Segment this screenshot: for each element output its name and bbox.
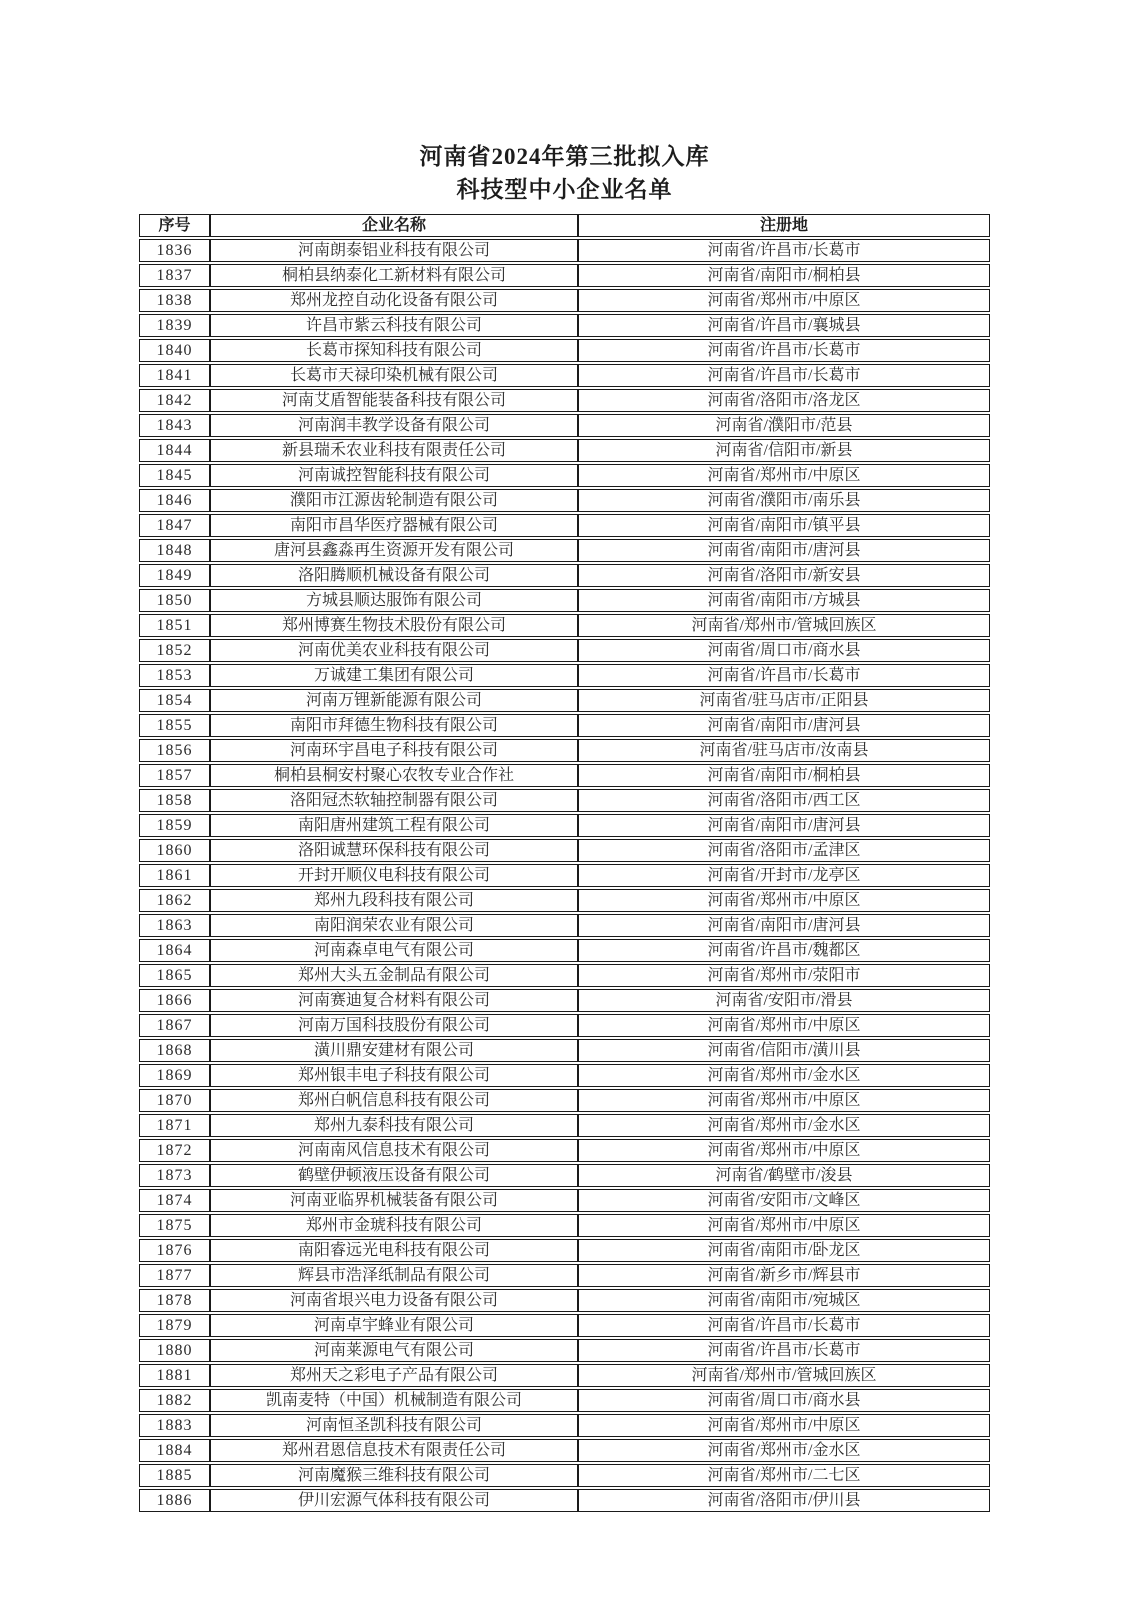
row-index-cell: 1851 [139, 614, 210, 637]
company-name-cell: 河南亚临界机械装备有限公司 [210, 1189, 578, 1212]
company-name-cell: 伊川宏源气体科技有限公司 [210, 1489, 578, 1512]
row-index-cell: 1847 [139, 514, 210, 537]
registration-place-cell: 河南省/郑州市/荥阳市 [578, 964, 990, 987]
row-index-cell: 1877 [139, 1264, 210, 1287]
company-name-cell: 河南诚控智能科技有限公司 [210, 464, 578, 487]
registration-place-cell: 河南省/南阳市/唐河县 [578, 814, 990, 837]
company-name-cell: 鹤壁伊顿液压设备有限公司 [210, 1164, 578, 1187]
row-index-cell: 1874 [139, 1189, 210, 1212]
table-row [139, 1364, 990, 1387]
registration-place-cell: 河南省/郑州市/中原区 [578, 1414, 990, 1437]
company-name-cell: 南阳润荣农业有限公司 [210, 914, 578, 937]
row-index-cell: 1861 [139, 864, 210, 887]
company-name-cell: 潢川鼎安建材有限公司 [210, 1039, 578, 1062]
table-row [139, 414, 990, 437]
company-name-cell: 开封开顺仪电科技有限公司 [210, 864, 578, 887]
row-index-cell: 1840 [139, 339, 210, 362]
table-header-row [139, 214, 990, 237]
table-row [139, 839, 990, 862]
title-line-1: 河南省2024年第三批拟入库 [419, 144, 710, 169]
registration-place-cell: 河南省/许昌市/长葛市 [578, 239, 990, 262]
registration-place-cell: 河南省/许昌市/长葛市 [578, 664, 990, 687]
page-title [139, 140, 990, 206]
company-name-cell: 濮阳市江源齿轮制造有限公司 [210, 489, 578, 512]
registration-place-cell: 河南省/南阳市/桐柏县 [578, 264, 990, 287]
row-index-cell: 1865 [139, 964, 210, 987]
registration-place-cell: 河南省/安阳市/滑县 [578, 989, 990, 1012]
table-row [139, 514, 990, 537]
company-name-cell: 长葛市探知科技有限公司 [210, 339, 578, 362]
table-row [139, 889, 990, 912]
company-name-cell: 洛阳诚慧环保科技有限公司 [210, 839, 578, 862]
table-row [139, 339, 990, 362]
registration-place-cell: 河南省/许昌市/长葛市 [578, 364, 990, 387]
company-name-cell: 凯南麦特（中国）机械制造有限公司 [210, 1389, 578, 1412]
company-name-cell: 郑州君恩信息技术有限责任公司 [210, 1439, 578, 1462]
table-row [139, 1239, 990, 1262]
row-index-cell: 1838 [139, 289, 210, 312]
company-name-cell: 许昌市紫云科技有限公司 [210, 314, 578, 337]
row-index-cell: 1857 [139, 764, 210, 787]
registration-place-cell: 河南省/南阳市/唐河县 [578, 914, 990, 937]
table-row [139, 614, 990, 637]
row-index-cell: 1864 [139, 939, 210, 962]
table-row [139, 264, 990, 287]
company-name-cell: 河南南风信息技术有限公司 [210, 1139, 578, 1162]
table-row [139, 639, 990, 662]
table-row [139, 1139, 990, 1162]
table-row [139, 1014, 990, 1037]
registration-place-cell: 河南省/驻马店市/正阳县 [578, 689, 990, 712]
row-index-cell: 1873 [139, 1164, 210, 1187]
company-name-cell: 河南森卓电气有限公司 [210, 939, 578, 962]
registration-place-cell: 河南省/许昌市/魏都区 [578, 939, 990, 962]
registration-place-cell: 河南省/南阳市/卧龙区 [578, 1239, 990, 1262]
company-name-cell: 南阳市拜德生物科技有限公司 [210, 714, 578, 737]
table-row [139, 1414, 990, 1437]
row-index-cell: 1837 [139, 264, 210, 287]
table-row [139, 1289, 990, 1312]
table-row [139, 764, 990, 787]
table-row [139, 1189, 990, 1212]
row-index-cell: 1854 [139, 689, 210, 712]
registration-place-cell: 河南省/南阳市/宛城区 [578, 1289, 990, 1312]
table-row [139, 1314, 990, 1337]
registration-place-cell: 河南省/濮阳市/南乐县 [578, 489, 990, 512]
company-name-cell: 河南万国科技股份有限公司 [210, 1014, 578, 1037]
company-name-cell: 郑州市金琥科技有限公司 [210, 1214, 578, 1237]
registration-place-cell: 河南省/郑州市/二七区 [578, 1464, 990, 1487]
table-row [139, 1039, 990, 1062]
row-index-cell: 1875 [139, 1214, 210, 1237]
row-index-cell: 1868 [139, 1039, 210, 1062]
table-row [139, 1389, 990, 1412]
row-index-cell: 1843 [139, 414, 210, 437]
table-row [139, 739, 990, 762]
row-index-cell: 1871 [139, 1114, 210, 1137]
table-row [139, 389, 990, 412]
table-row [139, 439, 990, 462]
company-name-cell: 洛阳腾顺机械设备有限公司 [210, 564, 578, 587]
company-name-cell: 新县瑞禾农业科技有限责任公司 [210, 439, 578, 462]
table-row [139, 989, 990, 1012]
registration-place-cell: 河南省/濮阳市/范县 [578, 414, 990, 437]
table-row [139, 564, 990, 587]
row-index-cell: 1853 [139, 664, 210, 687]
row-index-cell: 1858 [139, 789, 210, 812]
registration-place-cell: 河南省/新乡市/辉县市 [578, 1264, 990, 1287]
row-index-cell: 1867 [139, 1014, 210, 1037]
table-row [139, 239, 990, 262]
row-index-cell: 1846 [139, 489, 210, 512]
table-row [139, 939, 990, 962]
row-index-cell: 1886 [139, 1489, 210, 1512]
company-name-cell: 万诚建工集团有限公司 [210, 664, 578, 687]
column-header-company-name: 企业名称 [210, 214, 578, 237]
row-index-cell: 1845 [139, 464, 210, 487]
company-name-cell: 河南魔猴三维科技有限公司 [210, 1464, 578, 1487]
company-name-cell: 辉县市浩泽纸制品有限公司 [210, 1264, 578, 1287]
company-name-cell: 河南优美农业科技有限公司 [210, 639, 578, 662]
row-index-cell: 1842 [139, 389, 210, 412]
table-row [139, 914, 990, 937]
company-name-cell: 河南赛迪复合材料有限公司 [210, 989, 578, 1012]
table-row [139, 314, 990, 337]
table-row [139, 1339, 990, 1362]
row-index-cell: 1862 [139, 889, 210, 912]
company-name-cell: 郑州大头五金制品有限公司 [210, 964, 578, 987]
table-row [139, 1064, 990, 1087]
registration-place-cell: 河南省/周口市/商水县 [578, 639, 990, 662]
row-index-cell: 1872 [139, 1139, 210, 1162]
table-body [139, 239, 990, 1512]
company-name-cell: 桐柏县桐安村聚心农牧专业合作社 [210, 764, 578, 787]
registration-place-cell: 河南省/南阳市/唐河县 [578, 714, 990, 737]
registration-place-cell: 河南省/许昌市/长葛市 [578, 339, 990, 362]
table-row [139, 789, 990, 812]
row-index-cell: 1863 [139, 914, 210, 937]
row-index-cell: 1855 [139, 714, 210, 737]
row-index-cell: 1882 [139, 1389, 210, 1412]
registration-place-cell: 河南省/郑州市/金水区 [578, 1064, 990, 1087]
row-index-cell: 1884 [139, 1439, 210, 1462]
company-name-cell: 洛阳冠杰软轴控制器有限公司 [210, 789, 578, 812]
registration-place-cell: 河南省/郑州市/中原区 [578, 464, 990, 487]
row-index-cell: 1881 [139, 1364, 210, 1387]
registration-place-cell: 河南省/驻马店市/汝南县 [578, 739, 990, 762]
row-index-cell: 1866 [139, 989, 210, 1012]
table-row [139, 1264, 990, 1287]
registration-place-cell: 河南省/南阳市/唐河县 [578, 539, 990, 562]
table-row [139, 689, 990, 712]
registration-place-cell: 河南省/郑州市/中原区 [578, 289, 990, 312]
company-name-cell: 郑州九段科技有限公司 [210, 889, 578, 912]
table-row [139, 1214, 990, 1237]
company-name-cell: 河南艾盾智能装备科技有限公司 [210, 389, 578, 412]
row-index-cell: 1841 [139, 364, 210, 387]
document-content [139, 140, 990, 1514]
row-index-cell: 1878 [139, 1289, 210, 1312]
company-name-cell: 河南卓宇蜂业有限公司 [210, 1314, 578, 1337]
table-row [139, 964, 990, 987]
table-row [139, 1439, 990, 1462]
table-row [139, 1464, 990, 1487]
row-index-cell: 1852 [139, 639, 210, 662]
registration-place-cell: 河南省/郑州市/中原区 [578, 1089, 990, 1112]
table-row [139, 1089, 990, 1112]
row-index-cell: 1880 [139, 1339, 210, 1362]
table-row [139, 714, 990, 737]
row-index-cell: 1850 [139, 589, 210, 612]
row-index-cell: 1870 [139, 1089, 210, 1112]
registration-place-cell: 河南省/郑州市/中原区 [578, 1014, 990, 1037]
table-row [139, 539, 990, 562]
table-row [139, 464, 990, 487]
table-row [139, 1114, 990, 1137]
table-row [139, 289, 990, 312]
registration-place-cell: 河南省/洛阳市/孟津区 [578, 839, 990, 862]
company-name-cell: 南阳市昌华医疗器械有限公司 [210, 514, 578, 537]
table-row [139, 864, 990, 887]
registration-place-cell: 河南省/郑州市/金水区 [578, 1114, 990, 1137]
table-row [139, 1164, 990, 1187]
company-name-cell: 河南万锂新能源有限公司 [210, 689, 578, 712]
registration-place-cell: 河南省/南阳市/方城县 [578, 589, 990, 612]
row-index-cell: 1856 [139, 739, 210, 762]
company-name-cell: 郑州龙控自动化设备有限公司 [210, 289, 578, 312]
table-row [139, 814, 990, 837]
table-row [139, 589, 990, 612]
company-name-cell: 郑州天之彩电子产品有限公司 [210, 1364, 578, 1387]
registration-place-cell: 河南省/信阳市/新县 [578, 439, 990, 462]
registration-place-cell: 河南省/许昌市/襄城县 [578, 314, 990, 337]
row-index-cell: 1836 [139, 239, 210, 262]
row-index-cell: 1848 [139, 539, 210, 562]
company-name-cell: 河南朗泰铝业科技有限公司 [210, 239, 578, 262]
registration-place-cell: 河南省/洛阳市/新安县 [578, 564, 990, 587]
company-name-cell: 长葛市天禄印染机械有限公司 [210, 364, 578, 387]
row-index-cell: 1885 [139, 1464, 210, 1487]
registration-place-cell: 河南省/开封市/龙亭区 [578, 864, 990, 887]
company-name-cell: 南阳唐州建筑工程有限公司 [210, 814, 578, 837]
company-name-cell: 河南省垠兴电力设备有限公司 [210, 1289, 578, 1312]
registration-place-cell: 河南省/郑州市/中原区 [578, 889, 990, 912]
registration-place-cell: 河南省/南阳市/镇平县 [578, 514, 990, 537]
row-index-cell: 1876 [139, 1239, 210, 1262]
company-name-cell: 郑州九泰科技有限公司 [210, 1114, 578, 1137]
company-list-table [139, 212, 990, 1514]
company-name-cell: 南阳睿远光电科技有限公司 [210, 1239, 578, 1262]
table-row [139, 364, 990, 387]
registration-place-cell: 河南省/郑州市/管城回族区 [578, 1364, 990, 1387]
registration-place-cell: 河南省/许昌市/长葛市 [578, 1314, 990, 1337]
company-name-cell: 河南恒圣凯科技有限公司 [210, 1414, 578, 1437]
company-name-cell: 河南环宇昌电子科技有限公司 [210, 739, 578, 762]
row-index-cell: 1859 [139, 814, 210, 837]
column-header-index: 序号 [139, 214, 210, 237]
company-name-cell: 郑州白帆信息科技有限公司 [210, 1089, 578, 1112]
registration-place-cell: 河南省/洛阳市/西工区 [578, 789, 990, 812]
registration-place-cell: 河南省/洛阳市/伊川县 [578, 1489, 990, 1512]
row-index-cell: 1860 [139, 839, 210, 862]
company-name-cell: 郑州博赛生物技术股份有限公司 [210, 614, 578, 637]
row-index-cell: 1844 [139, 439, 210, 462]
company-name-cell: 唐河县鑫淼再生资源开发有限公司 [210, 539, 578, 562]
row-index-cell: 1879 [139, 1314, 210, 1337]
company-name-cell: 郑州银丰电子科技有限公司 [210, 1064, 578, 1087]
registration-place-cell: 河南省/周口市/商水县 [578, 1389, 990, 1412]
registration-place-cell: 河南省/南阳市/桐柏县 [578, 764, 990, 787]
column-header-registration-place: 注册地 [578, 214, 990, 237]
registration-place-cell: 河南省/信阳市/潢川县 [578, 1039, 990, 1062]
company-name-cell: 河南莱源电气有限公司 [210, 1339, 578, 1362]
table-row [139, 664, 990, 687]
company-name-cell: 方城县顺达服饰有限公司 [210, 589, 578, 612]
row-index-cell: 1869 [139, 1064, 210, 1087]
company-name-cell: 河南润丰教学设备有限公司 [210, 414, 578, 437]
registration-place-cell: 河南省/郑州市/中原区 [578, 1139, 990, 1162]
registration-place-cell: 河南省/许昌市/长葛市 [578, 1339, 990, 1362]
registration-place-cell: 河南省/鹤壁市/浚县 [578, 1164, 990, 1187]
table-row [139, 489, 990, 512]
registration-place-cell: 河南省/郑州市/管城回族区 [578, 614, 990, 637]
row-index-cell: 1839 [139, 314, 210, 337]
registration-place-cell: 河南省/郑州市/金水区 [578, 1439, 990, 1462]
registration-place-cell: 河南省/郑州市/中原区 [578, 1214, 990, 1237]
title-line-2: 科技型中小企业名单 [456, 177, 673, 202]
table-row [139, 1489, 990, 1512]
registration-place-cell: 河南省/洛阳市/洛龙区 [578, 389, 990, 412]
company-name-cell: 桐柏县纳泰化工新材料有限公司 [210, 264, 578, 287]
registration-place-cell: 河南省/安阳市/文峰区 [578, 1189, 990, 1212]
row-index-cell: 1849 [139, 564, 210, 587]
row-index-cell: 1883 [139, 1414, 210, 1437]
